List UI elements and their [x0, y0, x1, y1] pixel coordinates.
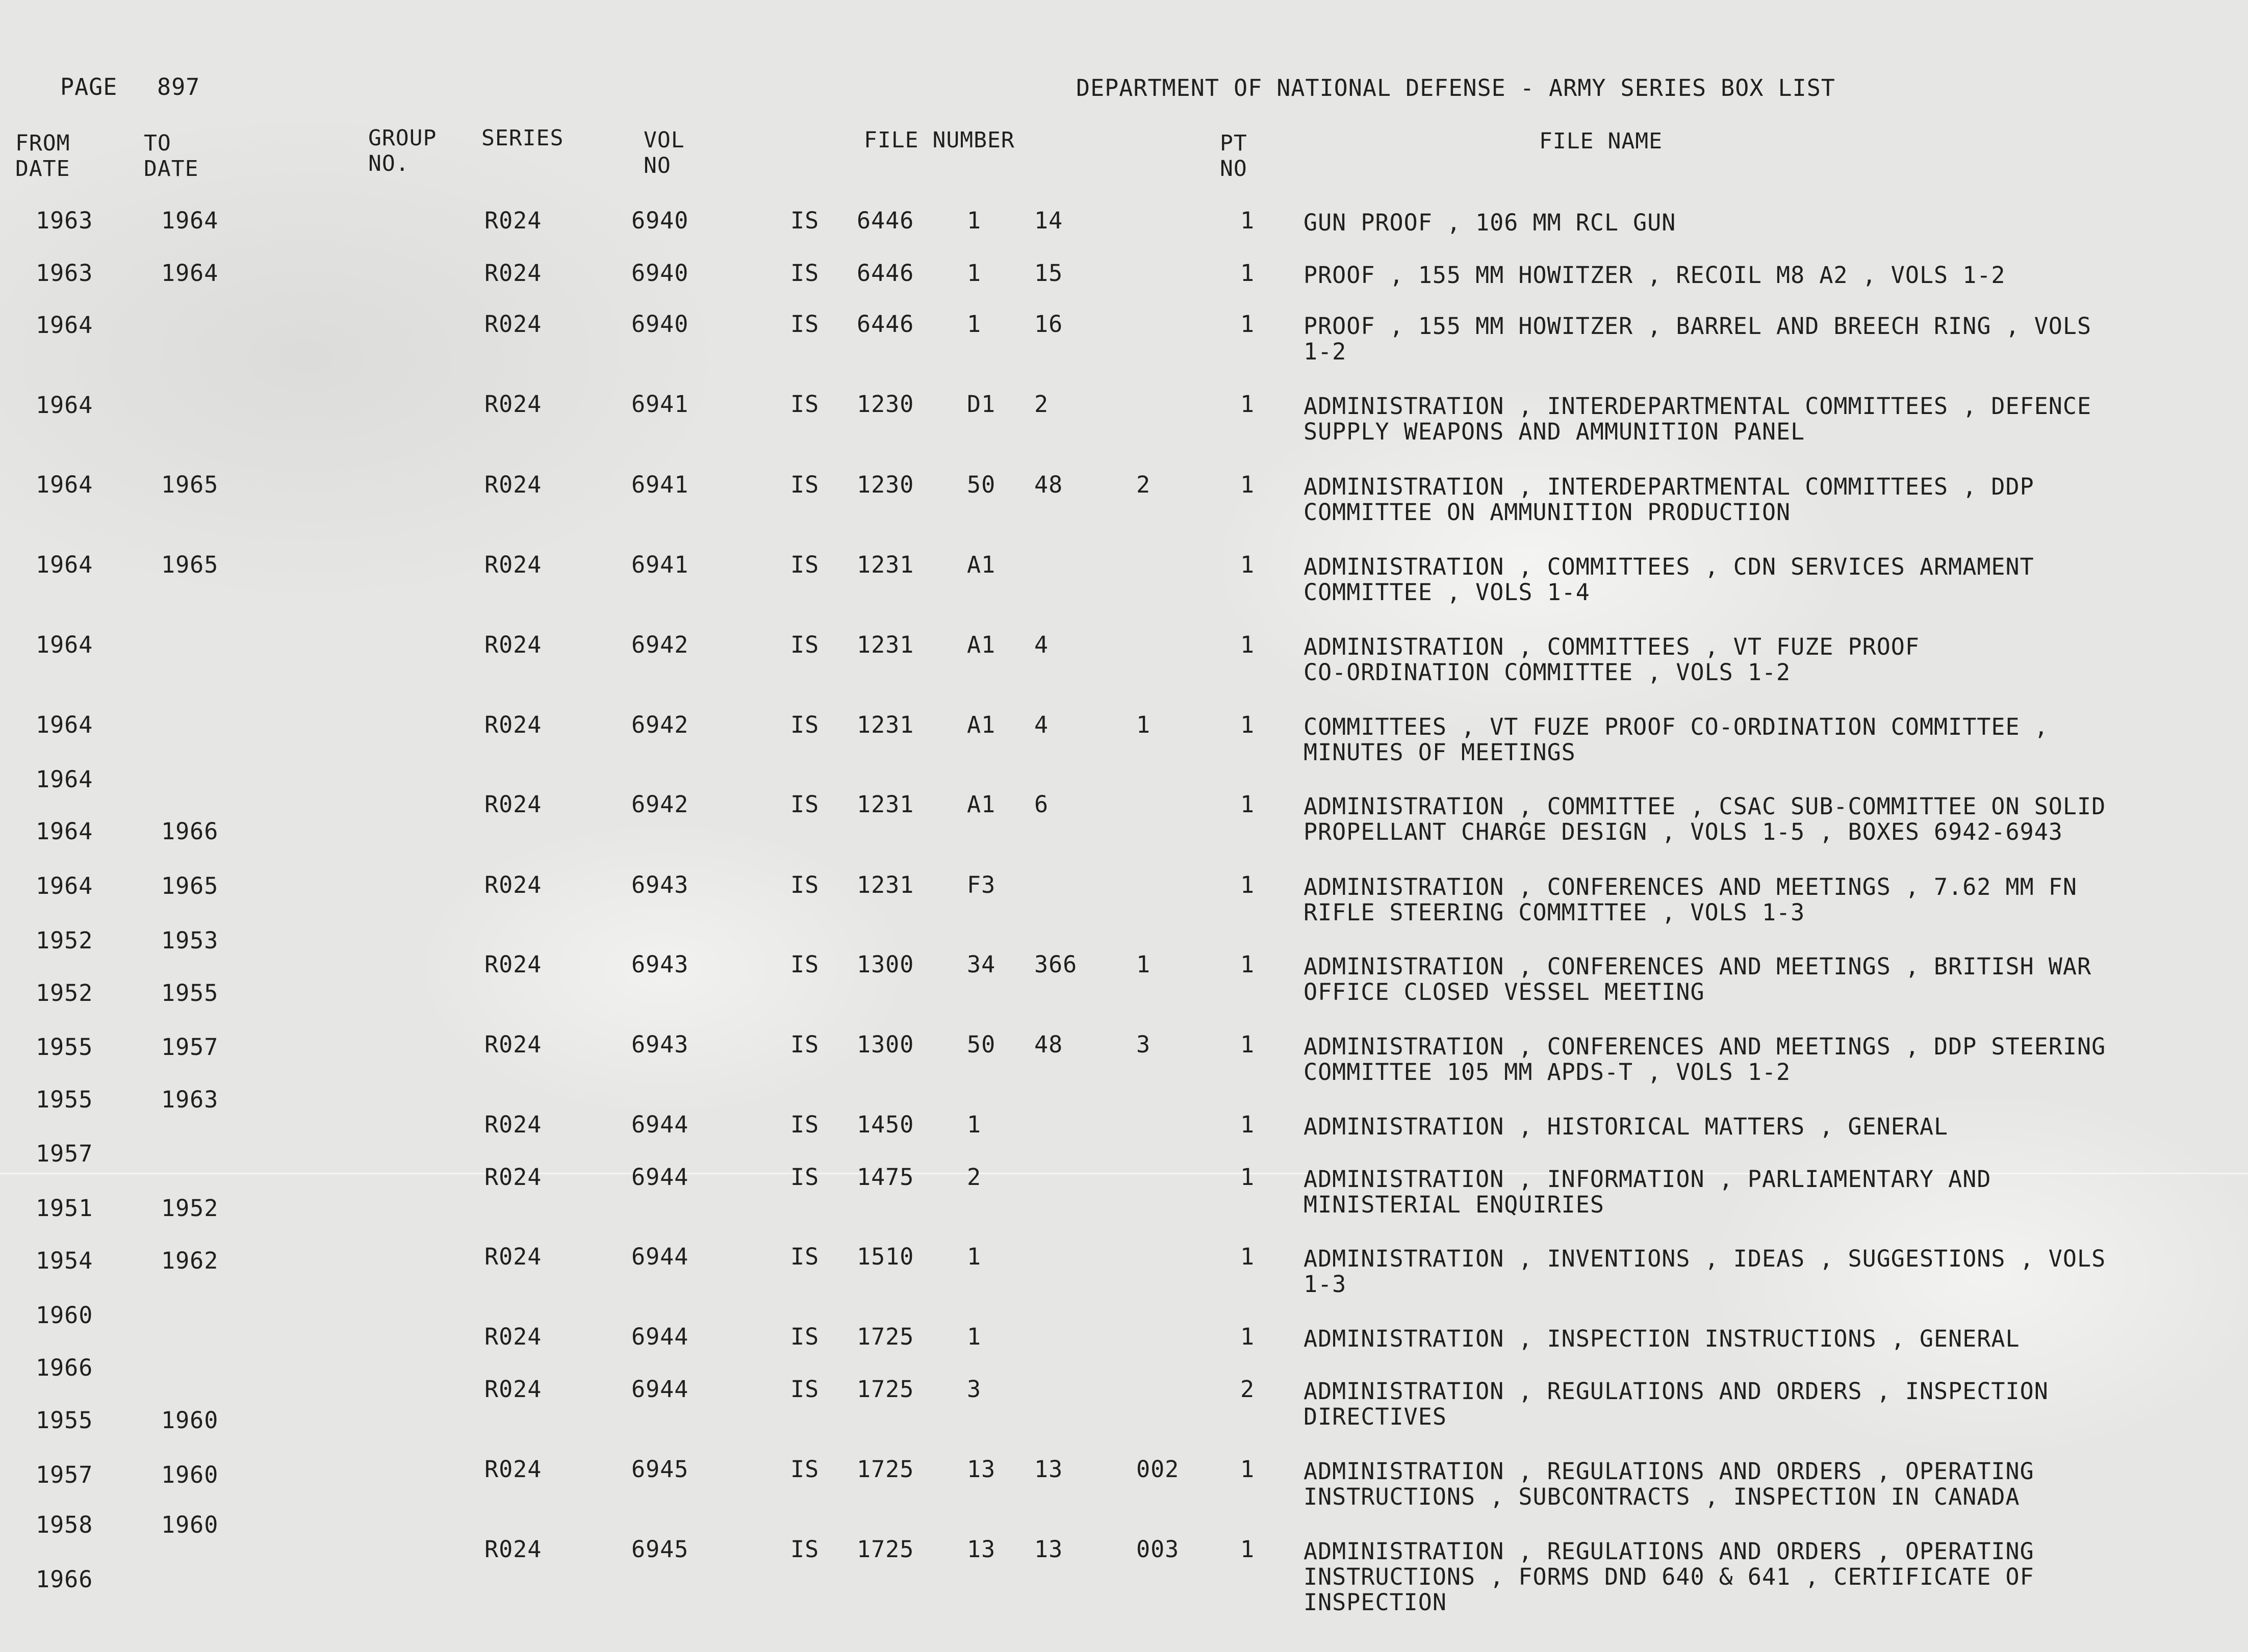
file-number-prefix: IS [790, 391, 820, 418]
pt-no: 1 [1240, 391, 1255, 418]
file-number-secondary: 2 [967, 1164, 982, 1191]
file-number-primary: 1231 [857, 791, 914, 818]
from-date: 1966 [36, 1566, 93, 1593]
file-number-tertiary: 16 [1034, 311, 1063, 338]
col-header-file-name: FILE NAME [1539, 128, 1663, 154]
file-number-secondary: 1 [967, 1323, 982, 1350]
from-date: 1964 [36, 766, 93, 793]
file-name: ADMINISTRATION , CONFERENCES AND MEETINGS , 7.62 MM FN RIFLE STEERING COMMITTEE , VOLS 1-3 [1304, 873, 2077, 926]
from-date: 1958 [36, 1511, 93, 1538]
file-number-quaternary: 003 [1136, 1536, 1180, 1563]
file-number-secondary: 1 [967, 311, 982, 338]
file-number-prefix: IS [790, 471, 820, 498]
file-number-primary: 1725 [857, 1323, 914, 1350]
series: R024 [484, 1243, 542, 1270]
from-date: 1954 [36, 1247, 93, 1274]
pt-no: 1 [1240, 1111, 1255, 1138]
file-number-prefix: IS [790, 1536, 820, 1563]
file-number-secondary: 3 [967, 1376, 982, 1403]
pt-no: 1 [1240, 207, 1255, 234]
vol-no: 6945 [631, 1456, 689, 1483]
from-date: 1957 [36, 1461, 93, 1488]
file-name: PROOF , 155 MM HOWITZER , RECOIL M8 A2 , VOLS 1-2 [1304, 262, 2006, 289]
to-date: 1966 [161, 818, 219, 845]
file-number-secondary: A1 [967, 631, 996, 658]
series: R024 [484, 311, 542, 338]
file-number-prefix: IS [790, 1376, 820, 1403]
file-number-secondary: 1 [967, 207, 982, 234]
file-number-secondary: D1 [967, 391, 996, 418]
from-date: 1964 [36, 471, 93, 498]
from-date: 1952 [36, 927, 93, 954]
file-number-secondary: 1 [967, 1243, 982, 1270]
file-name: ADMINISTRATION , INTERDEPARTMENTAL COMMITTEES , DDP COMMITTEE ON AMMUNITION PRODUCTION [1304, 473, 2034, 526]
pt-no: 2 [1240, 1376, 1255, 1403]
pt-no: 1 [1240, 551, 1255, 578]
file-number-primary: 1725 [857, 1456, 914, 1483]
pt-no: 1 [1240, 1243, 1255, 1270]
file-number-tertiary: 15 [1034, 260, 1063, 287]
vol-no: 6942 [631, 631, 689, 658]
series: R024 [484, 1456, 542, 1483]
series: R024 [484, 1164, 542, 1191]
file-number-tertiary: 14 [1034, 207, 1063, 234]
pt-no: 1 [1240, 631, 1255, 658]
file-number-primary: 1725 [857, 1376, 914, 1403]
file-name: ADMINISTRATION , REGULATIONS AND ORDERS , OPERATING INSTRUCTIONS , FORMS DND 640 & 641 , CERTIFICATE OF INSPECTION [1304, 1538, 2034, 1616]
to-date: 1964 [161, 260, 219, 287]
file-number-secondary: A1 [967, 551, 996, 578]
vol-no: 6940 [631, 207, 689, 234]
from-date: 1955 [36, 1034, 93, 1061]
file-number-tertiary: 48 [1034, 471, 1063, 498]
file-name: ADMINISTRATION , REGULATIONS AND ORDERS , OPERATING INSTRUCTIONS , SUBCONTRACTS , INSPECTION IN CANADA [1304, 1458, 2034, 1510]
file-number-prefix: IS [790, 551, 820, 578]
file-number-primary: 6446 [857, 260, 914, 287]
file-number-primary: 1300 [857, 1031, 914, 1058]
file-number-primary: 1725 [857, 1536, 914, 1563]
from-date: 1955 [36, 1407, 93, 1434]
from-date: 1960 [36, 1302, 93, 1329]
from-date: 1963 [36, 260, 93, 287]
file-number-tertiary: 366 [1034, 951, 1078, 978]
to-date: 1960 [161, 1407, 219, 1434]
from-date: 1964 [36, 551, 93, 578]
file-number-prefix: IS [790, 631, 820, 658]
vol-no: 6942 [631, 791, 689, 818]
series: R024 [484, 260, 542, 287]
col-header-vol-no: VOL NO [644, 127, 685, 178]
vol-no: 6940 [631, 311, 689, 338]
from-date: 1964 [36, 818, 93, 845]
file-number-prefix: IS [790, 791, 820, 818]
vol-no: 6941 [631, 471, 689, 498]
file-number-secondary: 50 [967, 1031, 996, 1058]
file-number-primary: 1231 [857, 711, 914, 738]
file-name: ADMINISTRATION , COMMITTEES , CDN SERVICES ARMAMENT COMMITTEE , VOLS 1-4 [1304, 553, 2034, 606]
file-number-tertiary: 4 [1034, 631, 1049, 658]
vol-no: 6944 [631, 1111, 689, 1138]
file-number-primary: 1300 [857, 951, 914, 978]
file-name: PROOF , 155 MM HOWITZER , BARREL AND BREECH RING , VOLS 1-2 [1304, 313, 2092, 365]
file-number-prefix: IS [790, 207, 820, 234]
file-number-secondary: A1 [967, 791, 996, 818]
from-date: 1951 [36, 1195, 93, 1222]
to-date: 1960 [161, 1511, 219, 1538]
pt-no: 1 [1240, 1031, 1255, 1058]
vol-no: 6940 [631, 260, 689, 287]
series: R024 [484, 951, 542, 978]
file-number-prefix: IS [790, 1031, 820, 1058]
vol-no: 6943 [631, 1031, 689, 1058]
file-name: ADMINISTRATION , CONFERENCES AND MEETINGS , DDP STEERING COMMITTEE 105 MM APDS-T , VOLS 1-2 [1304, 1033, 2106, 1086]
file-number-secondary: 13 [967, 1536, 996, 1563]
file-number-primary: 1231 [857, 631, 914, 658]
file-name: ADMINISTRATION , CONFERENCES AND MEETINGS , BRITISH WAR OFFICE CLOSED VESSEL MEETING [1304, 953, 2092, 1005]
pt-no: 1 [1240, 471, 1255, 498]
file-name: ADMINISTRATION , INSPECTION INSTRUCTIONS , GENERAL [1304, 1325, 2020, 1352]
file-number-primary: 1231 [857, 551, 914, 578]
page-label: PAGE [60, 73, 118, 100]
file-number-prefix: IS [790, 1323, 820, 1350]
from-date: 1964 [36, 392, 93, 419]
to-date: 1955 [161, 979, 219, 1006]
series: R024 [484, 551, 542, 578]
vol-no: 6944 [631, 1323, 689, 1350]
file-name: ADMINISTRATION , INFORMATION , PARLIAMENTARY AND MINISTERIAL ENQUIRIES [1304, 1166, 1991, 1218]
to-date: 1964 [161, 207, 219, 234]
file-name: ADMINISTRATION , HISTORICAL MATTERS , GENERAL [1304, 1113, 1949, 1140]
from-date: 1952 [36, 979, 93, 1006]
file-number-quaternary: 1 [1136, 951, 1151, 978]
pt-no: 1 [1240, 791, 1255, 818]
file-number-primary: 1230 [857, 471, 914, 498]
file-number-tertiary: 2 [1034, 391, 1049, 418]
file-number-tertiary: 6 [1034, 791, 1049, 818]
file-name: ADMINISTRATION , COMMITTEES , VT FUZE PROOF CO-ORDINATION COMMITTEE , VOLS 1-2 [1304, 633, 1920, 686]
file-number-tertiary: 4 [1034, 711, 1049, 738]
file-number-primary: 1231 [857, 871, 914, 898]
file-number-prefix: IS [790, 1111, 820, 1138]
file-number-primary: 6446 [857, 207, 914, 234]
series: R024 [484, 1536, 542, 1563]
file-name: COMMITTEES , VT FUZE PROOF CO-ORDINATION COMMITTEE , MINUTES OF MEETINGS [1304, 713, 2049, 766]
pt-no: 1 [1240, 1536, 1255, 1563]
file-number-prefix: IS [790, 711, 820, 738]
series: R024 [484, 471, 542, 498]
col-header-file-number: FILE NUMBER [864, 127, 1015, 153]
page-number: 897 [157, 73, 200, 100]
series: R024 [484, 207, 542, 234]
file-number-secondary: 13 [967, 1456, 996, 1483]
series: R024 [484, 1323, 542, 1350]
from-date: 1955 [36, 1086, 93, 1113]
from-date: 1957 [36, 1140, 93, 1167]
file-number-prefix: IS [790, 871, 820, 898]
file-number-quaternary: 3 [1136, 1031, 1151, 1058]
file-number-prefix: IS [790, 951, 820, 978]
pt-no: 1 [1240, 1323, 1255, 1350]
file-number-prefix: IS [790, 1456, 820, 1483]
to-date: 1952 [161, 1195, 219, 1222]
file-number-secondary: 34 [967, 951, 996, 978]
file-number-primary: 1230 [857, 391, 914, 418]
file-number-prefix: IS [790, 1243, 820, 1270]
series: R024 [484, 1111, 542, 1138]
pt-no: 1 [1240, 1456, 1255, 1483]
file-number-prefix: IS [790, 260, 820, 287]
from-date: 1964 [36, 872, 93, 899]
from-date: 1964 [36, 711, 93, 738]
file-number-prefix: IS [790, 311, 820, 338]
pt-no: 1 [1240, 711, 1255, 738]
vol-no: 6944 [631, 1376, 689, 1403]
pt-no: 1 [1240, 951, 1255, 978]
file-number-secondary: 1 [967, 260, 982, 287]
from-date: 1966 [36, 1354, 93, 1381]
file-number-secondary: A1 [967, 711, 996, 738]
from-date: 1964 [36, 312, 93, 339]
series: R024 [484, 391, 542, 418]
vol-no: 6945 [631, 1536, 689, 1563]
to-date: 1960 [161, 1461, 219, 1488]
file-number-quaternary: 1 [1136, 711, 1151, 738]
col-header-from-date: FROM DATE [15, 131, 70, 182]
vol-no: 6944 [631, 1164, 689, 1191]
col-header-group-no: GROUP NO. [368, 125, 437, 176]
to-date: 1963 [161, 1086, 219, 1113]
vol-no: 6944 [631, 1243, 689, 1270]
vol-no: 6943 [631, 871, 689, 898]
file-number-secondary: 1 [967, 1111, 982, 1138]
file-name: ADMINISTRATION , COMMITTEE , CSAC SUB-COMMITTEE ON SOLID PROPELLANT CHARGE DESIGN , VOLS 1-5 , BOXES 6942-6943 [1304, 793, 2106, 845]
series: R024 [484, 871, 542, 898]
to-date: 1965 [161, 872, 219, 899]
file-number-prefix: IS [790, 1164, 820, 1191]
file-number-secondary: 50 [967, 471, 996, 498]
vol-no: 6943 [631, 951, 689, 978]
vol-no: 6942 [631, 711, 689, 738]
to-date: 1965 [161, 471, 219, 498]
to-date: 1962 [161, 1247, 219, 1274]
to-date: 1953 [161, 927, 219, 954]
series: R024 [484, 1376, 542, 1403]
file-name: ADMINISTRATION , INVENTIONS , IDEAS , SUGGESTIONS , VOLS 1-3 [1304, 1245, 2106, 1298]
col-header-pt-no: PT NO [1220, 131, 1247, 182]
to-date: 1957 [161, 1034, 219, 1061]
pt-no: 1 [1240, 1164, 1255, 1191]
file-number-primary: 1510 [857, 1243, 914, 1270]
document-title: DEPARTMENT OF NATIONAL DEFENSE - ARMY SERIES BOX LIST [1076, 74, 1835, 101]
series: R024 [484, 791, 542, 818]
file-name: GUN PROOF , 106 MM RCL GUN [1304, 209, 1676, 236]
file-name: ADMINISTRATION , INTERDEPARTMENTAL COMMITTEES , DEFENCE SUPPLY WEAPONS AND AMMUNITION PANEL [1304, 393, 2092, 445]
pt-no: 1 [1240, 871, 1255, 898]
file-number-primary: 1475 [857, 1164, 914, 1191]
from-date: 1963 [36, 207, 93, 234]
series: R024 [484, 711, 542, 738]
col-header-series: SERIES [481, 125, 564, 151]
from-date: 1964 [36, 631, 93, 658]
col-header-to-date: TO DATE [144, 131, 199, 182]
file-number-quaternary: 002 [1136, 1456, 1180, 1483]
file-name: ADMINISTRATION , REGULATIONS AND ORDERS , INSPECTION DIRECTIVES [1304, 1378, 2049, 1430]
to-date: 1965 [161, 551, 219, 578]
vol-no: 6941 [631, 551, 689, 578]
file-number-primary: 6446 [857, 311, 914, 338]
file-number-primary: 1450 [857, 1111, 914, 1138]
pt-no: 1 [1240, 311, 1255, 338]
series: R024 [484, 1031, 542, 1058]
vol-no: 6941 [631, 391, 689, 418]
file-number-secondary: F3 [967, 871, 996, 898]
file-number-quaternary: 2 [1136, 471, 1151, 498]
pt-no: 1 [1240, 260, 1255, 287]
file-number-tertiary: 13 [1034, 1456, 1063, 1483]
file-number-tertiary: 13 [1034, 1536, 1063, 1563]
series: R024 [484, 631, 542, 658]
file-number-tertiary: 48 [1034, 1031, 1063, 1058]
